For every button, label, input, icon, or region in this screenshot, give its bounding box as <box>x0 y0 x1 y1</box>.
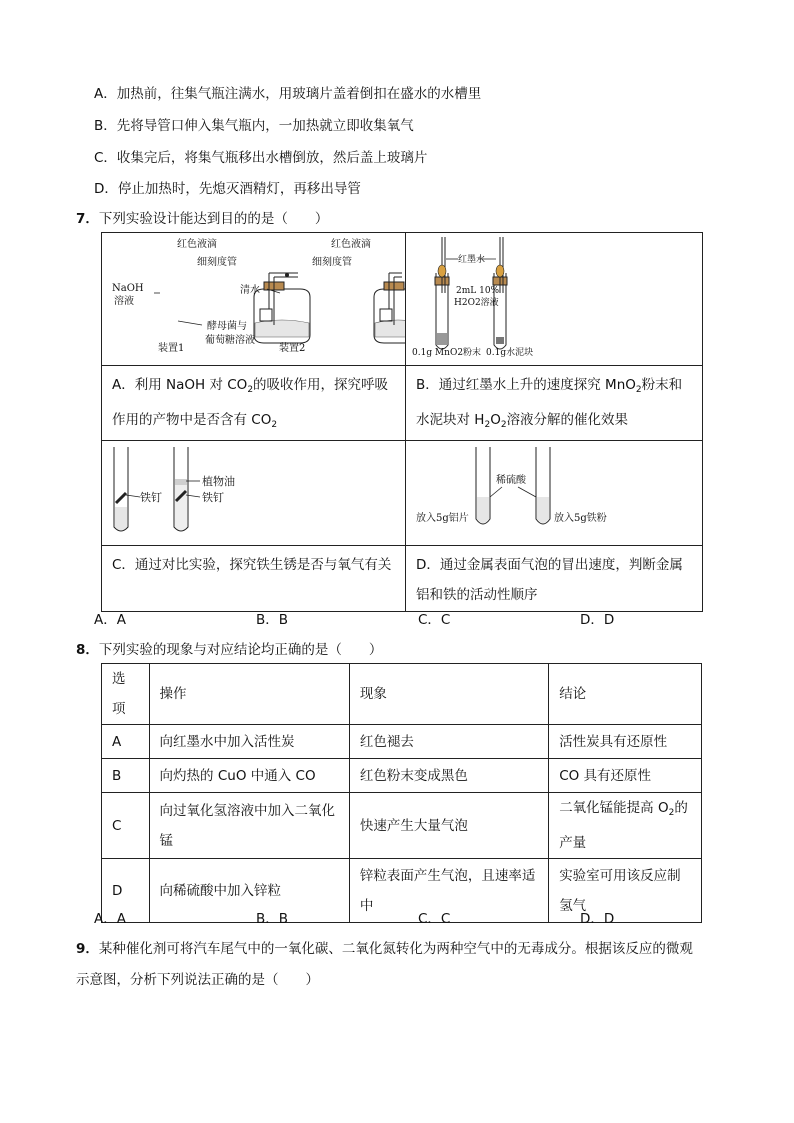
q9-stem-line1 <box>76 937 693 957</box>
q7-number: 7． <box>76 211 99 227</box>
label-ink: 红墨水 <box>458 255 486 265</box>
subscript: 2 <box>500 420 507 430</box>
q8-answer-b: B．B <box>256 911 289 927</box>
cell-phenomenon: 快速产生大量气泡 <box>349 793 548 859</box>
q8-answer-a: A．A <box>94 911 126 927</box>
label-mno2: 0.1g MnO2粉末 <box>412 348 482 358</box>
conclusion-c-part2: 的产量 <box>559 800 688 851</box>
label-h2o2-2: H2O2溶液 <box>454 298 499 308</box>
q8-answer-d: D．D <box>580 911 615 927</box>
q7-stem <box>76 207 328 227</box>
table-row <box>102 725 702 759</box>
caption-b-part1: B．通过红墨水上升的速度探究 MnO <box>416 377 636 393</box>
cell-operation: 向红墨水中加入活性炭 <box>149 725 349 759</box>
q8-stem-text: 下列实验的现象与对应结论均正确的是（ ） <box>98 642 383 658</box>
q9-text-1: 某种催化剂可将汽车尾气中的一氧化碳、二氧化氮转化为两种空气中的无毒成分。根据该反应的微观 <box>98 941 693 957</box>
caption-a-part1: A．利用 NaOH 对 CO <box>112 377 248 393</box>
table-header-row <box>102 664 702 725</box>
cell-option: C <box>102 793 150 859</box>
label-nail-1: 铁钉 <box>140 491 162 504</box>
q7-answer-choices <box>94 608 694 626</box>
q7-options-table <box>101 232 703 612</box>
tube-nail-air <box>114 447 128 531</box>
label-red-drop-2: 红色液滴 <box>331 239 371 250</box>
cell-operation: 向灼热的 CuO 中通入 CO <box>149 759 349 793</box>
q6-option-b: B．先将导管口伸入集气瓶内，一加热就立即收集氧气 <box>94 118 414 134</box>
apparatus-1 <box>254 273 310 343</box>
subscript: 2 <box>247 385 254 395</box>
q7-caption-b <box>406 366 703 441</box>
q8-stem <box>76 638 382 658</box>
q7-stem-text: 下列实验设计能达到目的的是（ ） <box>98 211 329 227</box>
label-oil: 植物油 <box>202 475 235 488</box>
label-water: 清水 <box>240 285 260 296</box>
q9-number: 9． <box>76 941 99 957</box>
header-conclusion: 结论 <box>549 664 702 725</box>
tube-mno2 <box>435 237 449 349</box>
cell-option: A <box>102 725 150 759</box>
caption-d-text: D．通过金属表面气泡的冒出速度，判断金属铝和铁的活动性顺序 <box>416 557 683 603</box>
label-al: 放入5g铝片 <box>416 513 469 524</box>
q7-figure-a-cell <box>102 233 406 366</box>
label-h2o2-1: 2mL 10% <box>456 286 500 296</box>
tube-nail-oil <box>174 447 188 531</box>
subscript: 2 <box>484 420 491 430</box>
header-option: 选项 <box>102 664 150 725</box>
caption-c-text: C．通过对比实验，探究铁生锈是否与氧气有关 <box>112 557 392 573</box>
caption-b-part2: 粉末和水泥块对 H <box>416 377 683 428</box>
q7-caption-d <box>406 546 703 612</box>
label-naoh-1: NaOH <box>112 283 144 294</box>
cell-option: B <box>102 759 150 793</box>
q8-answer-choices <box>94 907 694 925</box>
q7-caption-c <box>102 546 406 612</box>
q7-caption-a <box>102 366 406 441</box>
header-phenomenon: 现象 <box>349 664 548 725</box>
q8-number: 8． <box>76 642 99 658</box>
subscript: 2 <box>271 420 278 430</box>
figure-metal-acid <box>406 441 702 541</box>
subscript: 2 <box>668 808 675 818</box>
label-fe: 放入5g铁粉 <box>554 513 607 524</box>
cell-phenomenon: 红色粉末变成黑色 <box>349 759 548 793</box>
q7-figure-b-cell <box>406 233 703 366</box>
label-yeast-1: 酵母菌与 <box>207 321 247 332</box>
label-setup-2: 装置2 <box>279 343 306 354</box>
figure-respiration-setups <box>102 233 405 361</box>
q8-table <box>101 663 702 923</box>
label-setup-1: 装置1 <box>158 343 185 354</box>
cell-conclusion <box>549 793 702 859</box>
tube-aluminium <box>476 447 490 524</box>
label-nail-2: 铁钉 <box>202 491 224 504</box>
conclusion-c-part1: 二氧化锰能提高 O <box>559 800 669 816</box>
cell-conclusion: 活性炭具有还原性 <box>549 725 702 759</box>
cell-conclusion: CO 具有还原性 <box>549 759 702 793</box>
cell-phenomenon: 红色褪去 <box>349 725 548 759</box>
cell-operation: 向稀硫酸中加入锌粒 <box>149 859 349 923</box>
tube-iron <box>536 447 550 524</box>
q7-answer-a: A．A <box>94 612 126 628</box>
q7-figure-d-cell <box>406 441 703 546</box>
q6-option-c: C．收集完后，将集气瓶移出水槽倒放，然后盖上玻璃片 <box>94 150 428 166</box>
label-cement: 0.1g水泥块 <box>486 348 534 358</box>
cell-operation: 向过氧化氢溶液中加入二氧化锰 <box>149 793 349 859</box>
q7-answer-d: D．D <box>580 612 615 628</box>
caption-b-part4: 溶液分解的催化效果 <box>506 412 629 428</box>
q7-answer-c: C．C <box>418 612 451 628</box>
subscript: 2 <box>635 385 642 395</box>
figure-catalyst-tubes <box>406 233 702 361</box>
q6-option-d: D．停止加热时，先熄灭酒精灯，再移出导管 <box>94 181 361 197</box>
apparatus-2 <box>374 273 405 343</box>
q8-answer-c: C．C <box>418 911 451 927</box>
table-row <box>102 759 702 793</box>
label-tube-2: 细刻度管 <box>312 257 352 268</box>
q6-option-a: A．加热前，往集气瓶注满水，用玻璃片盖着倒扣在盛水的水槽里 <box>94 86 482 102</box>
label-yeast-2: 葡萄糖溶液 <box>205 335 255 346</box>
label-red-drop-1: 红色液滴 <box>177 239 217 250</box>
q7-answer-b: B．B <box>256 612 289 628</box>
cell-conclusion: 实验室可用该反应制氢气 <box>549 859 702 923</box>
caption-a-part2: 的吸收作用，探究呼吸作用的产物中是否含有 CO <box>112 377 389 428</box>
q9-stem-line2: 示意图，分析下列说法正确的是（ ） <box>76 972 319 988</box>
table-row <box>102 793 702 859</box>
header-operation: 操作 <box>149 664 349 725</box>
caption-b-part3: O <box>490 412 501 428</box>
label-tube-1: 细刻度管 <box>197 257 237 268</box>
figure-iron-nails <box>102 441 405 541</box>
cell-phenomenon: 锌粒表面产生气泡，且速率适中 <box>349 859 548 923</box>
label-naoh-2: 溶液 <box>114 296 134 307</box>
q7-figure-c-cell <box>102 441 406 546</box>
label-acid: 稀硫酸 <box>496 475 526 486</box>
cell-option: D <box>102 859 150 923</box>
